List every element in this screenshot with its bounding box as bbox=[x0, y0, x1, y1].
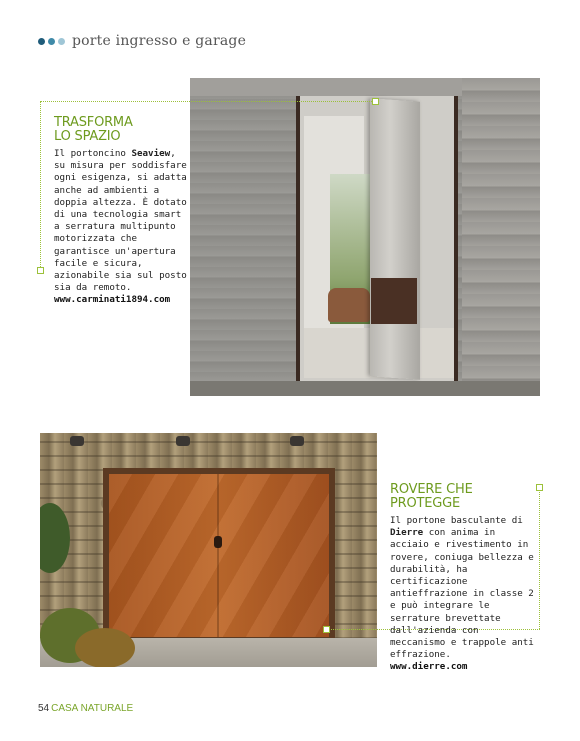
page-number: 54 bbox=[38, 703, 50, 714]
caption-title: TRASFORMA LO SPAZIO bbox=[54, 115, 133, 144]
header-dot-icon bbox=[38, 38, 45, 45]
website-link[interactable]: www.carminati1894.com bbox=[54, 294, 171, 306]
guide-marker-icon bbox=[37, 267, 44, 274]
section-header bbox=[38, 33, 246, 49]
caption-body: Il portoncino Seaview, su misura per soddisfare ogni esigenza, si adatta anche ad ambienti a doppia altezza. È dotato di una tecnologia smart a serratura multipunto motorizzata che garantisce un'apertura facile e sicura, azionabile sia sul posto sia da remoto. www.carminati1894.com bbox=[54, 148, 189, 307]
guide-line bbox=[539, 487, 540, 629]
guide-marker-icon bbox=[323, 626, 330, 633]
page-footer bbox=[38, 703, 133, 714]
guide-marker-icon bbox=[372, 98, 379, 105]
header-dot-icon bbox=[58, 38, 65, 45]
guide-line bbox=[40, 101, 374, 102]
caption-garage-door bbox=[390, 483, 536, 674]
guide-marker-icon bbox=[536, 484, 543, 491]
entrance-door-photo bbox=[190, 78, 540, 396]
caption-body: Il portone basculante di Dierre con anima in acciaio e rivestimento in rovere, coniuga bellezza e durabilità, ha certificazione antieffrazione in classe 2 e può integrare le serrature brevettate dall'azienda con meccanismo e trappole anti effrazione. www.dierre.com bbox=[390, 515, 536, 674]
caption-entrance-door bbox=[54, 116, 189, 307]
caption-title: ROVERE CHE PROTEGGE bbox=[390, 482, 473, 511]
guide-line bbox=[40, 101, 41, 271]
website-link[interactable]: www.dierre.com bbox=[390, 661, 468, 673]
section-title: porte ingresso e garage bbox=[72, 33, 247, 49]
header-dot-icon bbox=[48, 38, 55, 45]
magazine-name: CASA NATURALE bbox=[51, 703, 134, 714]
